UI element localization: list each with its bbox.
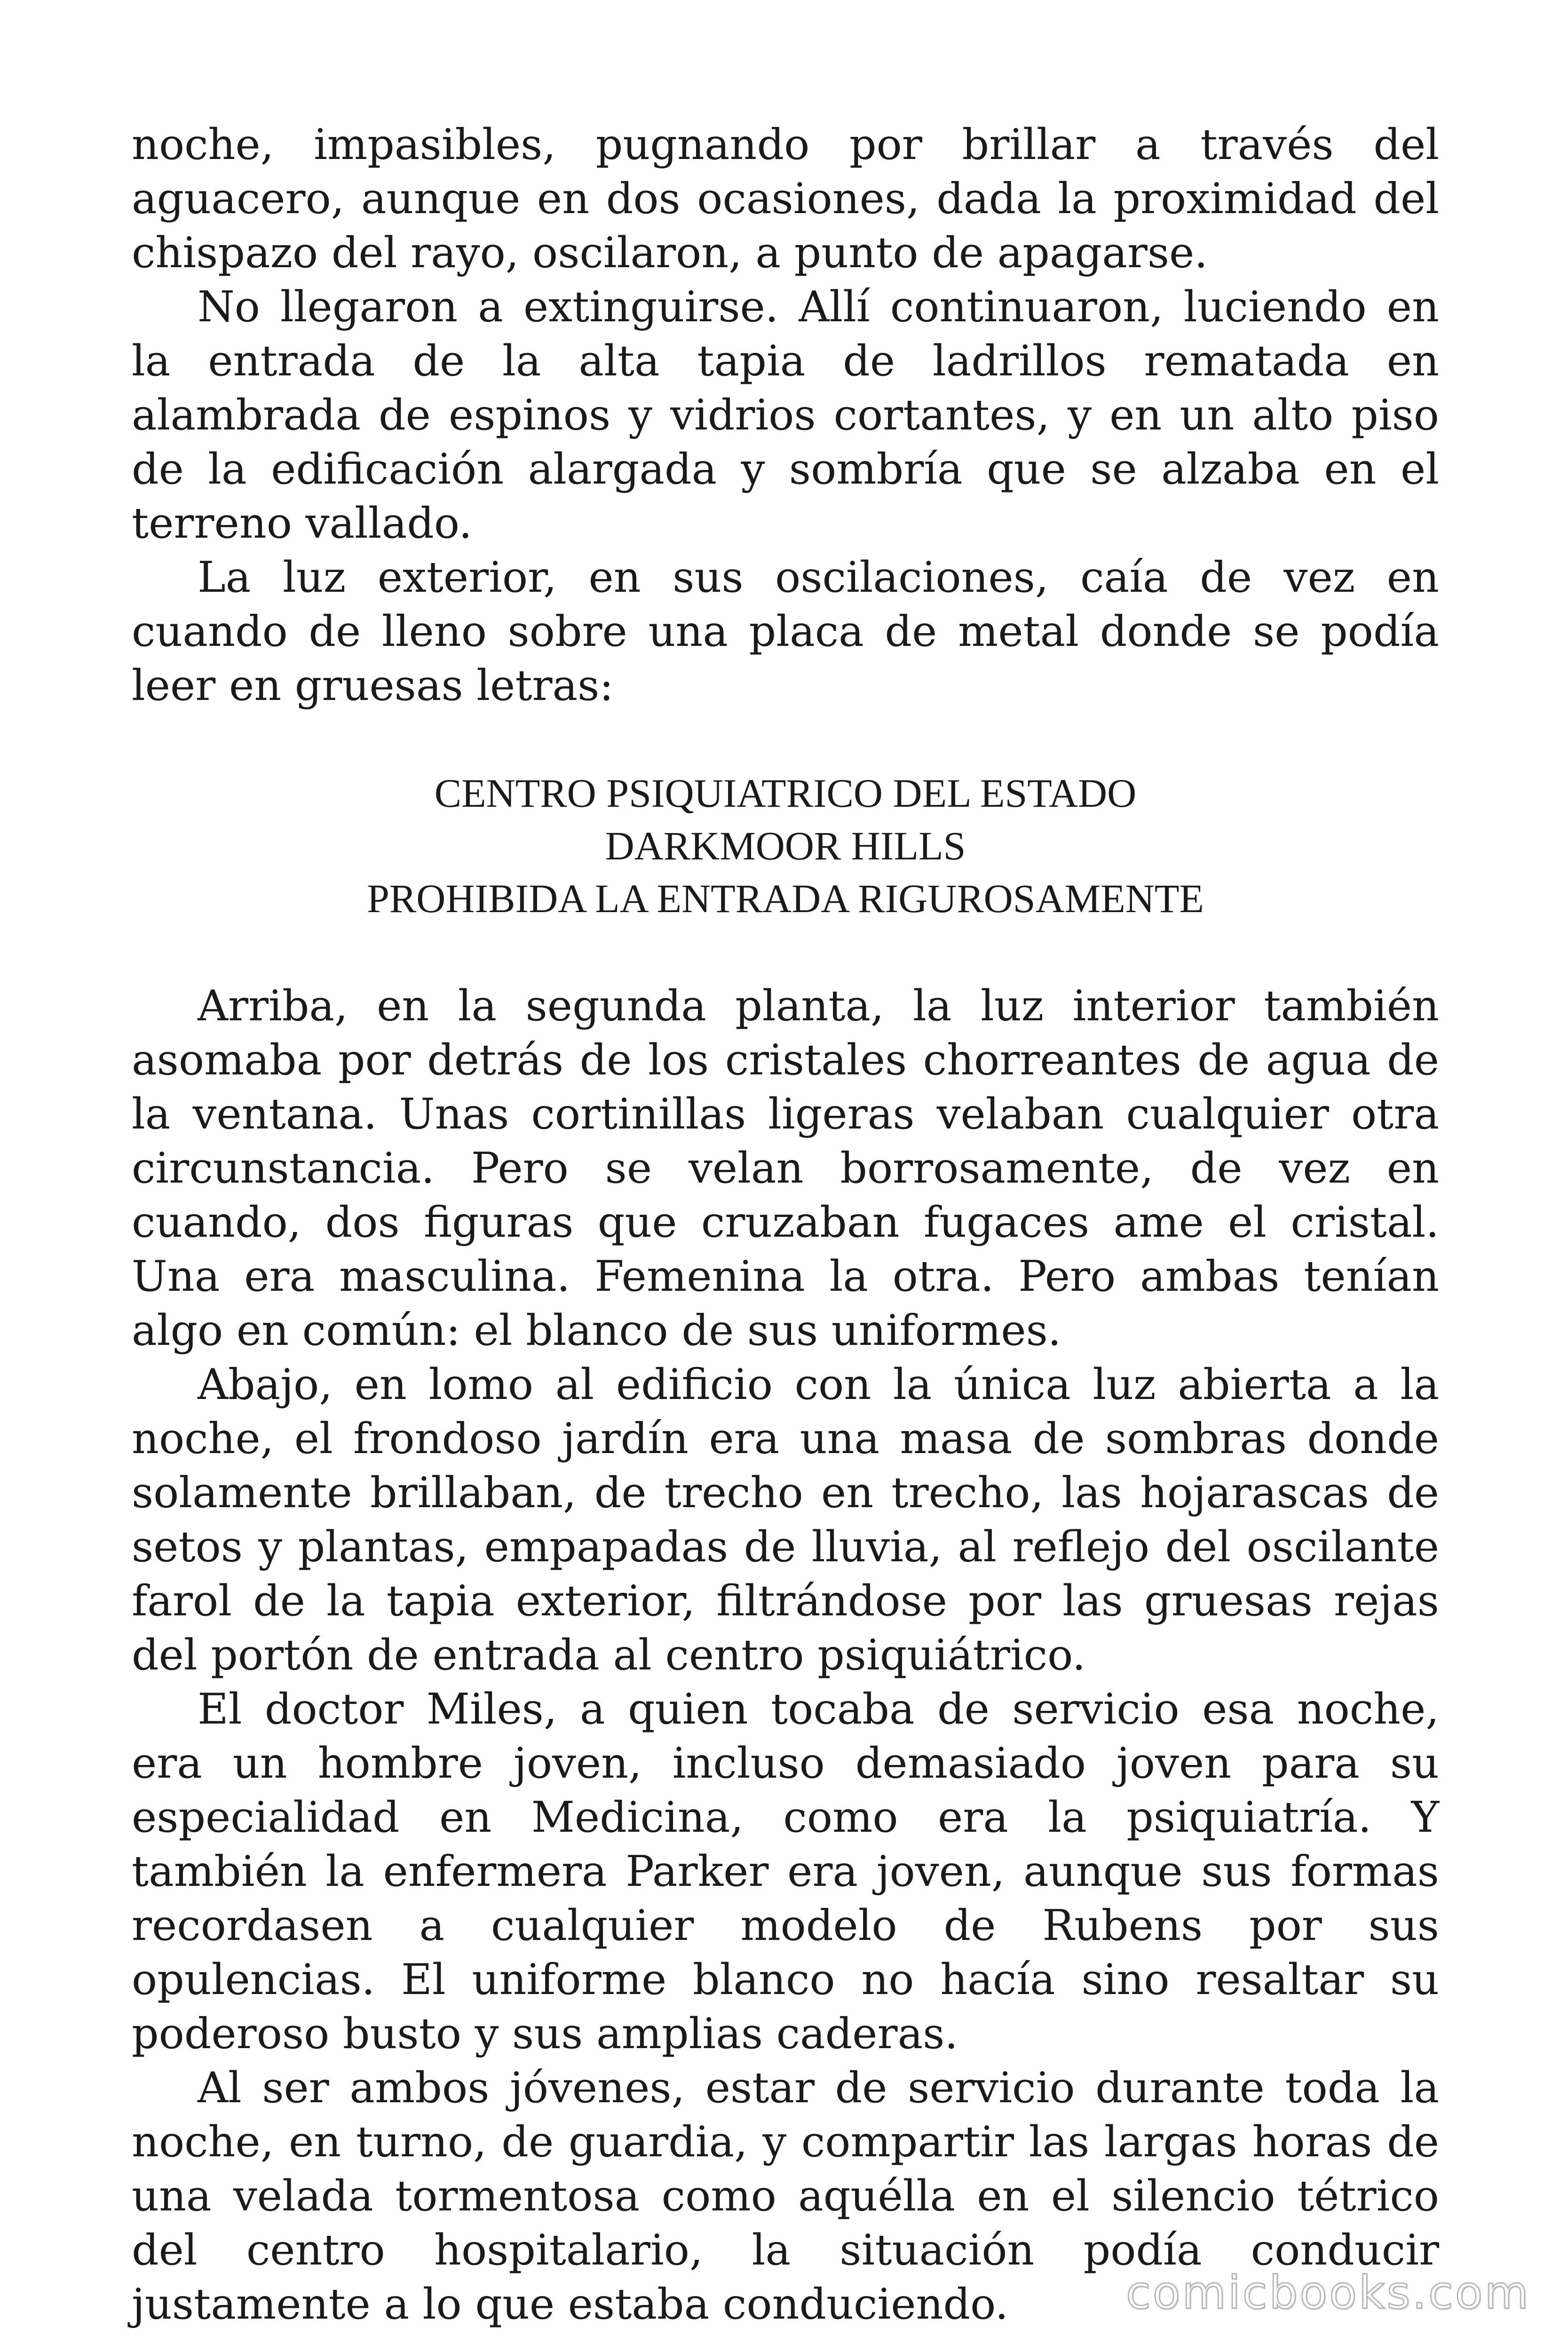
paragraph: La luz exterior, en sus oscilaciones, caía de vez en cuando de lleno sobre una placa de metal donde se podía leer en gruesas letras: — [132, 553, 1439, 710]
sign-line-1: CENTRO PSIQUIATRICO DEL ESTADO — [434, 771, 1137, 816]
paragraph: El doctor Miles, a quien tocaba de servicio esa noche, era un hombre joven, incluso demasiado joven para su especialidad en Medicina, como era la psiquiatría. Y también la enfermera Parker era joven, aunque sus formas recordasen a cualquier modelo de Rubens por sus opulencias. El uniforme blanco no hacía sino resaltar su poderoso busto y sus amplias caderas. — [132, 1685, 1439, 2058]
sign-line-2: DARKMOOR HILLS — [605, 823, 966, 868]
sign-line-3: PROHIBIDA LA ENTRADA RIGUROSAMENTE — [367, 876, 1204, 921]
paragraph-continuation: noche, impasibles, pugnando por brillar a través del aguacero, aunque en dos ocasiones, dada la proximidad del chispazo del rayo, oscilaron, a punto de apagarse. — [132, 120, 1439, 278]
metal-sign-text — [132, 767, 1439, 925]
paragraph: No llegaron a extinguirse. Allí continuaron, luciendo en la entrada de la alta tapia de ladrillos rematada en alambrada de espinos y vidrios cortantes, y en un alto piso de la edificación alargada y sombría que se alzaba en el terreno vallado. — [132, 282, 1439, 548]
paragraph: Al ser ambos jóvenes, estar de servicio durante toda la noche, en turno, de guardia, y compartir las largas horas de una velada tormentosa como aquélla en el silencio tétrico del centro hospitalario, la situación podía conducir justamente a lo que estaba conduciendo. — [132, 2063, 1439, 2329]
watermark: comicbooks.com — [1125, 2266, 1530, 2319]
paragraph: Abajo, en lomo al edificio con la única luz abierta a la noche, el frondoso jardín era una masa de sombras donde solamente brillaban, de trecho en trecho, las hojarascas de setos y plantas, empapadas de lluvia, al reflejo del oscilante farol de la tapia exterior, filtrándose por las gruesas rejas del portón de entrada al centro psiquiátrico. — [132, 1360, 1439, 1680]
paragraph: Arriba, en la segunda planta, la luz interior también asomaba por detrás de los cristales chorreantes de agua de la ventana. Unas cortinillas ligeras velaban cualquier otra circunstancia. Pero se velan borrosamente, de vez en cuando, dos figuras que cruzaban fugaces ame el cristal. Una era masculina. Femenina la otra. Pero ambas tenían algo en común: el blanco de sus uniformes. — [132, 981, 1439, 1355]
page-body — [132, 118, 1439, 2331]
